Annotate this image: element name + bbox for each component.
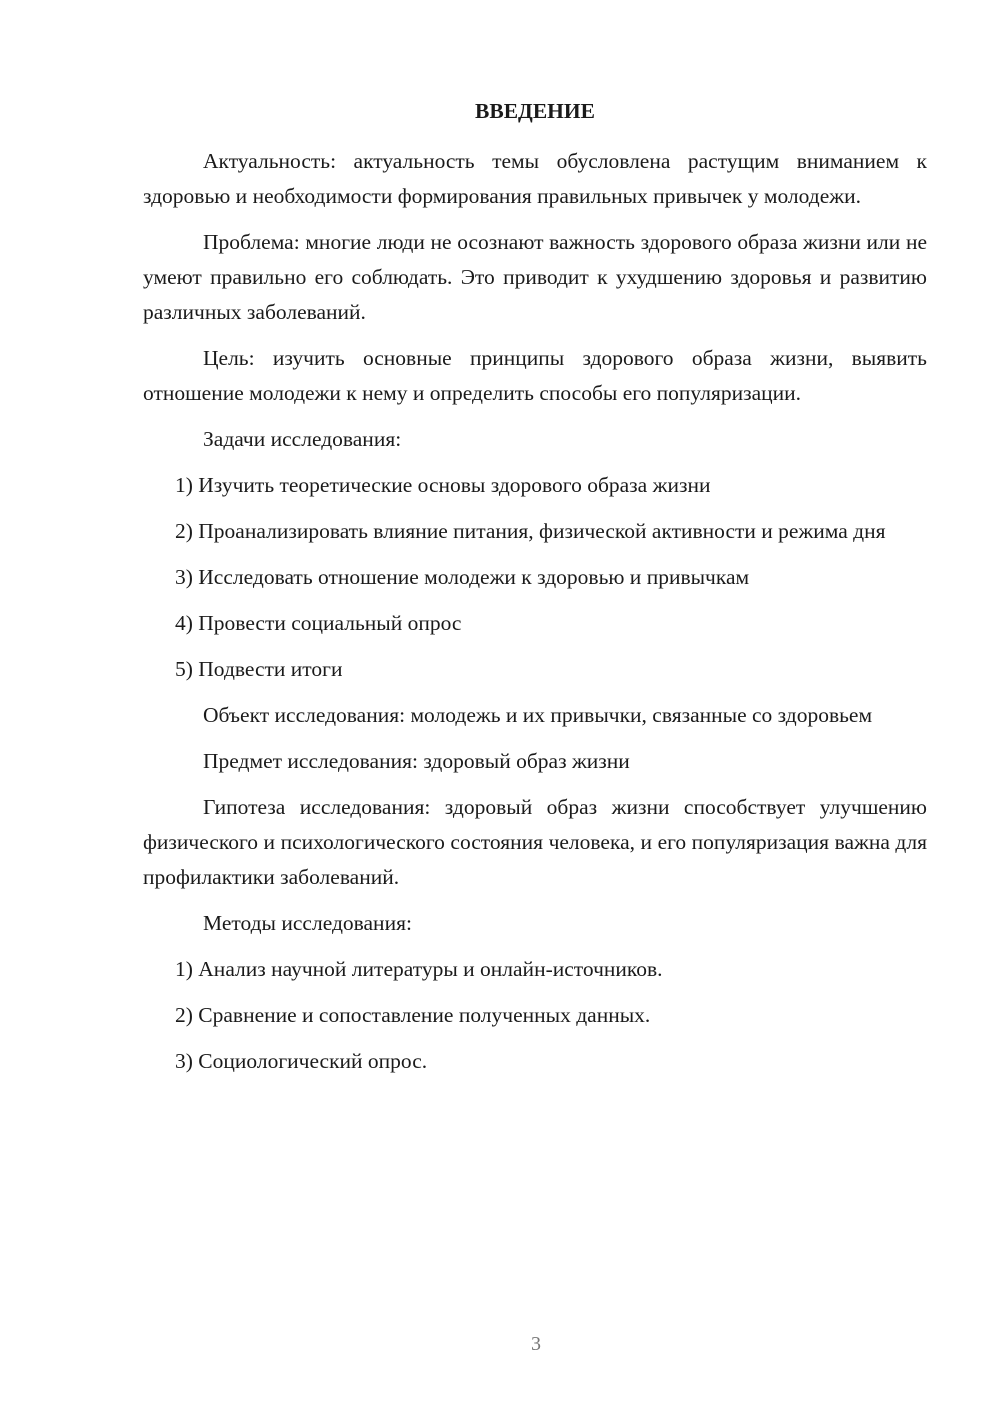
tasks-heading: Задачи исследования:: [203, 427, 402, 451]
relevance-paragraph: Актуальность: актуальность темы обусловлена растущим вниманием к здоровью и необходимости формирования правильных привычек у молодежи.: [143, 149, 927, 208]
section-title: ВВЕДЕНИЕ: [475, 99, 595, 123]
method-item: 1) Анализ научной литературы и онлайн-источников.: [175, 957, 663, 981]
method-item: 2) Сравнение и сопоставление полученных данных.: [175, 1003, 651, 1027]
document-page: [143, 95, 927, 1090]
task-item: 2) Проанализировать влияние питания, физической активности и режима дня: [175, 519, 886, 543]
task-item: 3) Исследовать отношение молодежи к здоровью и привычкам: [175, 565, 750, 589]
task-item: 5) Подвести итоги: [175, 657, 343, 681]
page-number: 3: [531, 1333, 541, 1355]
method-item: 3) Социологический опрос.: [175, 1049, 428, 1073]
object-paragraph: Объект исследования: молодежь и их привычки, связанные со здоровьем: [203, 703, 873, 727]
problem-paragraph: Проблема: многие люди не осознают важность здорового образа жизни или не умеют правильно его соблюдать. Это приводит к ухудшению здоровья и развитию различных заболеваний.: [143, 230, 927, 324]
task-item: 4) Провести социальный опрос: [175, 611, 462, 635]
hypothesis-paragraph: Гипотеза исследования: здоровый образ жизни способствует улучшению физического и психологического состояния человека, и его популяризация важна для профилактики заболеваний.: [143, 795, 927, 889]
task-item: 1) Изучить теоретические основы здорового образа жизни: [175, 473, 711, 497]
methods-heading: Методы исследования:: [203, 911, 412, 935]
subject-paragraph: Предмет исследования: здоровый образ жизни: [203, 749, 630, 773]
goal-paragraph: Цель: изучить основные принципы здорового образа жизни, выявить отношение молодежи к нему и определить способы его популяризации.: [143, 346, 927, 405]
